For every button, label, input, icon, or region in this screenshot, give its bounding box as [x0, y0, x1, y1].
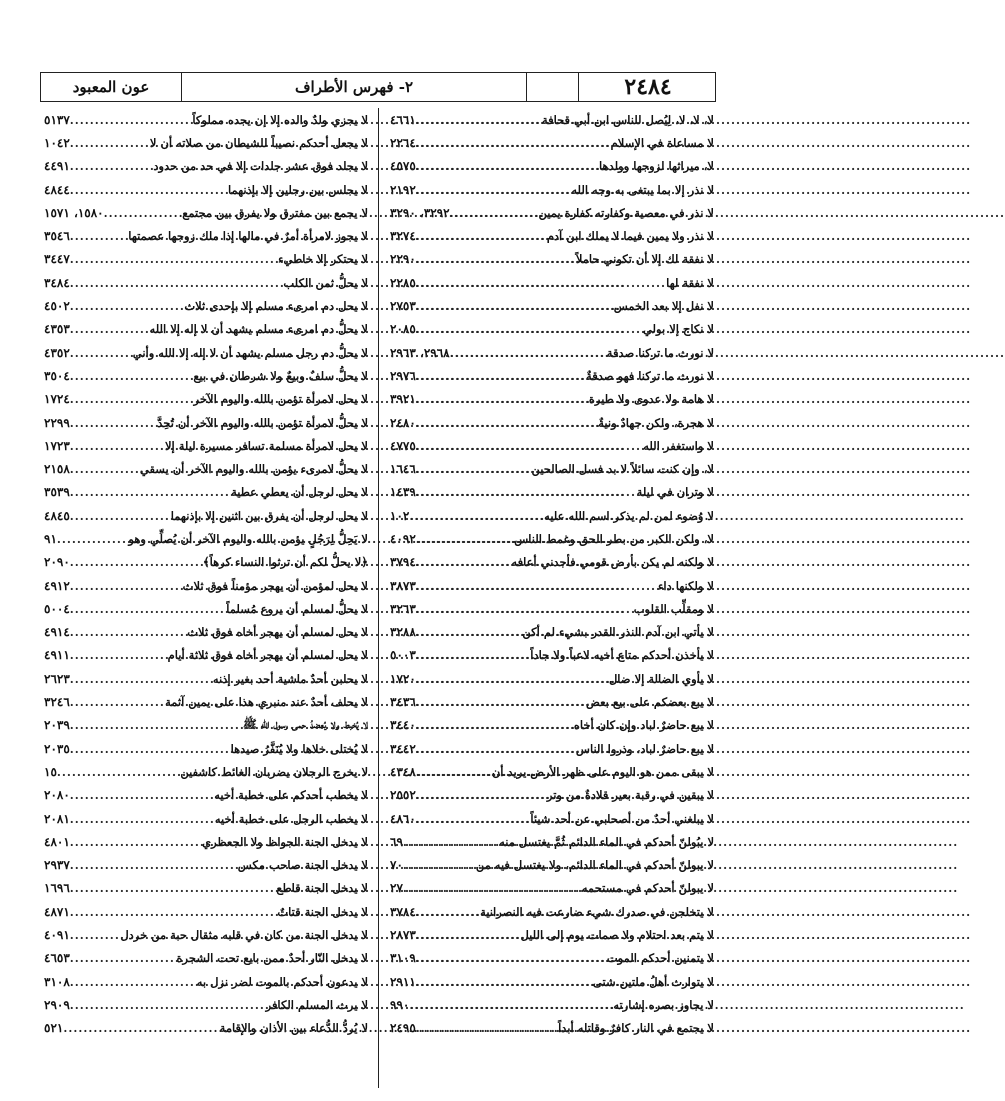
- index-entry: [40, 877, 378, 900]
- entry-number: ٢٩٣٧: [44, 858, 70, 873]
- index-entry: [40, 248, 378, 271]
- entry-text: لا يأوي الضالة إلا ضال: [608, 671, 714, 686]
- entry-text: لا يبع حاضرٌ لباد وإن كان أخاه: [573, 718, 714, 733]
- entry-text: لا يتوارث أهلُ ملتين شتى: [592, 974, 714, 989]
- entry-number: ٤٩١٢: [44, 578, 70, 593]
- entry-number: ٣٥٤٦: [44, 229, 70, 244]
- index-entry: [40, 947, 378, 970]
- entry-text: لا يُخبط ولا يُعضدُ حمى رسول الله ﷺ: [242, 716, 368, 731]
- index-entry: [40, 854, 378, 877]
- entry-number: ٢٠٨١: [44, 811, 70, 826]
- entry-number: ٢٠٨٠: [44, 788, 70, 803]
- entry-number: ٣١٠٩: [390, 951, 416, 966]
- entry-text: لا يُختلى خلاها ولا يُنَفَّرُ صيدها: [230, 741, 368, 756]
- entry-number: ٧٠: [390, 858, 403, 873]
- entry-text: لا نورث ما تركنا فهو صدقةٌ: [586, 368, 714, 383]
- index-entry: [40, 178, 378, 201]
- leader-dots: [70, 136, 150, 150]
- leader-dots: [70, 928, 121, 942]
- entry-text: لا يحلف أحدٌ عند منبري هذا على يمين آثمة: [165, 695, 368, 710]
- leader-dots: [57, 765, 180, 779]
- index-entry: [40, 388, 378, 411]
- entry-text: لا ومقلِّب القلوب: [633, 601, 714, 616]
- entry-text: لا يَحِلُّ لِرَجُلٍ يؤمن بالله واليوم الآخر أن يُصلِّي وهو: [128, 531, 368, 546]
- entry-number: ٣٨٧٣: [390, 578, 416, 593]
- entry-number: ٣٧٩٤: [390, 555, 416, 570]
- entry-text: لا نكاح إلا بولي: [642, 322, 714, 337]
- entry-number: ٩١: [44, 531, 57, 546]
- entry-text: لا يجلس بين رجلين إلا بإذنهما: [227, 182, 368, 197]
- leader-dots: [70, 229, 129, 243]
- entry-number: ٣٢٨٨: [390, 625, 416, 640]
- index-entry: [40, 457, 378, 480]
- entry-number: ٢٩١١: [390, 974, 416, 989]
- entry-text: لا يُردُّ الدُّعاء بين الأذان والإقامة: [219, 1021, 368, 1036]
- entry-text: لا يجمع بين مفترق ولا يفرق بين مجتمع: [182, 205, 368, 220]
- entry-text: لا يبع حاضرٌ لباد، وذروا الناس: [575, 741, 714, 756]
- entry-text: لا يرث المسلم الكافر: [265, 997, 368, 1012]
- entry-number: ٢١٩٢: [390, 182, 416, 197]
- entry-number: ٤٠٩١: [44, 928, 70, 943]
- entry-text: لا يتخلجن في صدرك شيء ضارعت فيه النصرانية: [480, 904, 714, 919]
- leader-dots: [70, 672, 213, 686]
- entry-text: لا، ولكن الكبر من بطر الحق وغمط الناس: [514, 531, 714, 546]
- entry-number: ٢٢٨٥: [390, 275, 416, 290]
- leader-dots: [70, 462, 140, 476]
- entry-number: ١٧٢٤: [44, 392, 70, 407]
- entry-number: ٢٧٥٣: [390, 299, 416, 314]
- entry-number: ٥٠٠٤: [44, 601, 70, 616]
- entry-text: لا يدخل الجنة من كان في قلبه مثقال حبة من خردل: [120, 928, 368, 943]
- index-entry: [40, 970, 378, 993]
- entry-text: لا يحلُّ سلفٌ وبيعٌ ولا شرطان في بيع: [193, 368, 368, 383]
- entry-number: ٤٨٤٤: [44, 182, 70, 197]
- entry-number: ١٧٢٣: [44, 438, 70, 453]
- leader-dots: [70, 346, 133, 360]
- leader-dots: [70, 555, 203, 569]
- entry-number: ٢٨٧٣: [390, 928, 416, 943]
- left-column: [40, 108, 378, 1088]
- entry-text: لا يأتي ابن آدم النذر القدر بشيء لم أكن: [522, 625, 714, 640]
- entry-text: لا هامة ولا عدوى ولا طيرة: [588, 392, 714, 407]
- index-entry: [40, 527, 378, 550]
- entry-text: ﴿لا يحلُّ لكم أن ترثوا النساء كرهاً﴾: [202, 555, 368, 570]
- entry-text: لا يحل دم امرىء مسلم إلا بإحدى ثلاث: [184, 299, 368, 314]
- entry-text: لا يبُولنّ أحدكم في الماء الدائم ثُمَّ يغتسل منه: [499, 834, 714, 849]
- index-entry: [40, 504, 378, 527]
- entry-text: لا نفقة لك إلا أن تكوني حاملاً: [575, 252, 714, 267]
- entry-text: لا، ميراثها لزوجها وولدها: [599, 159, 714, 174]
- leader-dots: [57, 532, 129, 546]
- entry-number: ٢٩٠٩: [44, 997, 70, 1012]
- entry-number: ٢٢٩٩: [44, 415, 70, 430]
- index-entry: [40, 667, 378, 690]
- leader-dots: [70, 252, 278, 266]
- index-entry: [40, 784, 378, 807]
- entry-number: ٤٦٦١: [390, 112, 416, 127]
- leader-dots: [70, 509, 171, 523]
- entry-number: ١٠٢: [390, 508, 410, 523]
- entry-text: لا واستغفر الله: [643, 438, 714, 453]
- leader-dots: [70, 485, 231, 499]
- entry-number: ٩٩٠: [390, 997, 410, 1012]
- entry-number: ٢٠٩٠: [44, 555, 70, 570]
- index-entry: [40, 201, 378, 224]
- entry-text: لا، لا، لا، لِيُصل للناس ابن أبي قحافة: [541, 112, 714, 127]
- entry-text: لا يحلُّ لمسلم أن يروع مُسلماً: [226, 601, 368, 616]
- entry-number: ٣٤٣٦: [390, 695, 416, 710]
- leader-dots: [70, 276, 284, 290]
- index-page: [40, 72, 716, 102]
- entry-number: ٤٥٠٢: [44, 299, 70, 314]
- entry-number: ٣٢٩٢، ٣٢٩٠: [390, 205, 450, 220]
- entry-text: لا يتم بعد احتلام ولا صمات يوم إلى الليل: [520, 928, 714, 943]
- leader-dots: [70, 718, 243, 732]
- leader-dots: [70, 742, 231, 756]
- index-entry: [40, 923, 378, 946]
- entry-text: لا يجزي ولدٌ والده إلا إن يجده مملوكاً: [192, 112, 368, 127]
- index-entry: [40, 597, 378, 620]
- entry-text: لا يحل لامرأة تؤمن بالله واليوم الآخر: [193, 392, 368, 407]
- entry-text: لا يبقين في رقبة بعير قلادةٌ من وتر: [546, 788, 714, 803]
- entry-number: ٤٩١٤: [44, 625, 70, 640]
- entry-text: لا يأخذن أحدكم متاع أخيه لاعباً ولا جاداً: [530, 648, 714, 663]
- entry-text: لا يدخل الجنة قاطع: [276, 881, 368, 896]
- leader-dots: [70, 625, 187, 639]
- entry-text: لا مساعاة في الإسلام: [610, 135, 714, 150]
- entry-number: ٣٢٦٣: [390, 601, 416, 616]
- entry-number: ١٠٤٢: [44, 135, 70, 150]
- entry-number: ٣٢٧٤: [390, 229, 416, 244]
- entry-text: لا يخرج الرجلان يضربان الغائط كاشفين: [180, 764, 368, 779]
- index-entry: [40, 411, 378, 434]
- index-entry: [40, 993, 378, 1016]
- entry-number: ٣٤٤٠: [390, 718, 416, 733]
- entry-number: ٤٨٠١: [44, 834, 70, 849]
- entry-number: ٤٤٩١: [44, 159, 70, 174]
- leader-dots: [70, 695, 165, 709]
- entry-number: ١٥٨٠، ١٥٧١: [44, 205, 104, 220]
- entry-text: لا يدخل الجنة الجواظ ولا الجعظري: [202, 834, 368, 849]
- entry-text: لا نفقة لها: [666, 275, 714, 290]
- entry-text: لا يبولنّ أحدكم في مستحمه: [581, 881, 714, 896]
- entry-number: ٢٠٨٥: [390, 322, 416, 337]
- entry-number: ٣١٠٨: [44, 974, 70, 989]
- entry-number: ٢٥٥٢: [390, 788, 416, 803]
- index-entry: [40, 830, 378, 853]
- leader-dots: [70, 299, 185, 313]
- section-title: ٢- فهرس الأطراف: [181, 73, 526, 101]
- index-entry: [40, 294, 378, 317]
- entry-number: ٣٢٤٦: [44, 695, 70, 710]
- entry-number: ٤٨٤٥: [44, 508, 70, 523]
- entry-number: ٢٦٢٣: [44, 671, 70, 686]
- entry-number: ١٥: [44, 764, 57, 779]
- entry-text: لا نذر ولا يمين فيما لا يملك ابن آدم: [546, 229, 714, 244]
- entry-text: لا يتمنين أحدكم الموت: [606, 951, 714, 966]
- entry-number: ٢٩٦٨، ٢٩٦٣: [390, 345, 450, 360]
- entry-text: لا يحل لمسلم أن يهجر أخاه فوق ثلاثة أيام: [167, 648, 368, 663]
- leader-dots: [70, 788, 214, 802]
- entry-text: لا يبع بعضكم على بيع بعض: [586, 695, 714, 710]
- leader-dots: [70, 322, 150, 336]
- entry-number: ٤٧٧٥: [390, 438, 416, 453]
- entry-text: لا نفل إلا بعد الخمس: [613, 299, 714, 314]
- entry-number: ٢٠٣٩: [44, 718, 70, 733]
- leader-dots: [70, 835, 202, 849]
- entry-text: لا يجتمع في النار كافرٌ وقاتله أبداً: [558, 1021, 714, 1036]
- entry-number: ٢٩٧٦: [390, 368, 416, 383]
- entry-text: لا يحل لمؤمن أن يهجر مؤمناً فوق ثلاث: [182, 578, 368, 593]
- entry-number: ١٦٩٦: [44, 881, 70, 896]
- index-entry: [40, 155, 378, 178]
- entry-text: لا يدعون أحدكم بالموت لضر نزل به: [196, 974, 368, 989]
- entry-text: لا يدخل النّار أحدٌ ممن بايع تحت الشجرة: [176, 951, 368, 966]
- leader-dots: [70, 602, 226, 616]
- entry-number: ٣٤٨٤: [44, 275, 70, 290]
- leader-dots: [70, 416, 157, 430]
- index-entry: [40, 108, 378, 131]
- entry-number: ٤٨٧١: [44, 904, 70, 919]
- entry-number: ٣٩٢١: [390, 392, 416, 407]
- leader-dots: [70, 858, 238, 872]
- entry-number: ٤٥٧٥: [390, 159, 416, 174]
- entry-number: ٢٤٨٠: [390, 415, 416, 430]
- index-entry: [40, 690, 378, 713]
- index-entry: [40, 1017, 378, 1040]
- index-entry: [40, 737, 378, 760]
- entry-number: ٢٧: [390, 881, 403, 896]
- index-entry: [40, 224, 378, 247]
- entry-text: لا يخطب الرجل على خطبة أخيه: [214, 811, 368, 826]
- entry-text: لا يجوز لامرأة أمرٌ في مالها إذا ملك زوجها عصمتها: [128, 229, 368, 244]
- entry-number: ٢١٥٨: [44, 462, 70, 477]
- entry-text: لا يبولنّ أحدكم في الماء الدائم، ولا يغتسل فيه من: [475, 858, 714, 873]
- index-entry: [40, 760, 378, 783]
- header-spacer: [526, 73, 578, 101]
- entry-text: لا يجعل أحدكم نصيباً للشيطان من صلاته أن لا: [149, 135, 368, 150]
- leader-dots: [63, 1021, 219, 1035]
- leader-dots: [70, 881, 277, 895]
- entry-text: لا هجرة، ولكن جهادٌ ونيةٌ: [598, 415, 714, 430]
- entry-text: لا يبقى ممن هو اليوم على ظهر الأرض يريد أن: [491, 764, 714, 779]
- entry-text: لا يجلد فوق عشر جلدات إلا في حد من حدود: [153, 159, 368, 174]
- entry-number: ٣٥٠٤: [44, 368, 70, 383]
- leader-dots: [70, 369, 194, 383]
- entry-number: ٢٤٩٥: [390, 1021, 416, 1036]
- entry-number: ٤٣٥٣: [44, 322, 70, 337]
- entry-number: ١٦٤٦: [390, 462, 416, 477]
- index-entry: [40, 714, 378, 737]
- entry-number: ٤٦٥٣: [44, 951, 70, 966]
- entry-text: لا نذر إلا بما يبتغى به وجه الله: [571, 182, 714, 197]
- leader-dots: [70, 951, 177, 965]
- page-number: ٢٤٨٤: [578, 73, 715, 101]
- leader-dots: [70, 812, 215, 826]
- entry-text: لا يحلُّ دم امرىء مسلم يشهد أن لا إله إلا الله: [149, 322, 368, 337]
- entry-text: لا ولكنها داء: [658, 578, 714, 593]
- entry-number: ٦٩: [390, 834, 403, 849]
- entry-text: لا، وإن كنت سائلاً لا بد فسل الصالحين: [531, 462, 714, 477]
- leader-dots: [70, 183, 228, 197]
- leader-dots: [70, 579, 183, 593]
- entry-number: ٢٠٣٥: [44, 741, 70, 756]
- entry-number: ٥٢١: [44, 1021, 64, 1036]
- leader-dots: [70, 998, 266, 1012]
- index-entry: [40, 318, 378, 341]
- index-entry: [40, 551, 378, 574]
- entry-text: لا يحتكر إلا خاطيء: [278, 252, 368, 267]
- entry-text: لا يجاوز بصره إشارته: [613, 997, 714, 1012]
- index-entry: [40, 481, 378, 504]
- entry-text: لا يبلغني أحدٌ من أصحابي عن أحد شيئاً: [530, 811, 714, 826]
- entry-number: ١٧٢٠: [390, 671, 416, 686]
- entry-number: ٤٣٥٢: [44, 345, 70, 360]
- entry-number: ٥٠٠٣: [390, 648, 416, 663]
- entry-number: ١٤٣٩: [390, 485, 416, 500]
- entry-text: لا يحل لامرأة مسلمة تسافر مسيرة ليلة إلا: [164, 438, 368, 453]
- book-title: عون المعبود: [72, 78, 150, 96]
- entry-number: ٤٩١١: [44, 648, 70, 663]
- leader-dots: [70, 975, 197, 989]
- entry-number: ٣٤٤٢: [390, 741, 416, 756]
- page-header: [40, 72, 716, 102]
- leader-dots: [70, 113, 193, 127]
- index-entry: [40, 341, 378, 364]
- entry-number: ٣٧٨٤: [390, 904, 416, 919]
- index-entry: [40, 574, 378, 597]
- leader-dots: [70, 648, 168, 662]
- entry-number: ٣٥٣٩: [44, 485, 70, 500]
- index-entry: [40, 644, 378, 667]
- entry-number: ٥١٣٧: [44, 112, 70, 127]
- entry-text: لا وتران في ليلة: [636, 485, 714, 500]
- entry-text: لا يحل لمسلم أن يهجر أخاه فوق ثلاث: [187, 625, 368, 640]
- entry-text: لا يحلُّ ثمن الكلب: [283, 275, 368, 290]
- column-divider: [378, 108, 379, 1088]
- entry-text: لا يحلُّ لامرىء يؤمن بالله واليوم الآخر أن يسقي: [139, 462, 368, 477]
- entry-number: ٢٢٩٠: [390, 252, 416, 267]
- index-entry: [40, 271, 378, 294]
- entry-number: ٤٠٩٢: [390, 531, 416, 546]
- index-entry: [40, 364, 378, 387]
- entry-text: لا ولكنه لم يكن بأرض قومي فأجدني أعافه: [511, 555, 714, 570]
- index-entry: [40, 900, 378, 923]
- entry-text: لا نذر في معصية وكفارته كفارة يمين: [538, 205, 714, 220]
- entry-text: لا يحل لرجل أن يفرق بين اثنين إلا بإذنهما: [170, 508, 368, 523]
- entry-text: لا يخطب أحدكم على خطبة أخيه: [214, 788, 368, 803]
- entry-text: لا يدخل الجنة صاحب مكس: [237, 858, 368, 873]
- index-entry: [40, 621, 378, 644]
- entry-number: ٢٢٦٤: [390, 135, 416, 150]
- leader-dots: [70, 392, 194, 406]
- entry-text: لا يحلبن أحدٌ ماشية أحد بغير إذنه: [212, 671, 368, 686]
- entry-number: ٤٣٤٨: [390, 764, 416, 779]
- entry-text: لا يحل لرجل أن يعطي عطية: [231, 485, 368, 500]
- entry-text: لا يدخل الجنة قتاتٌ: [277, 904, 368, 919]
- leader-dots: [70, 439, 165, 453]
- entry-text: لا نورث ما تركنا صدقة: [606, 345, 714, 360]
- leader-dots: [104, 206, 183, 220]
- leader-dots: [70, 159, 154, 173]
- entry-number: ٤٨٦٠: [390, 811, 416, 826]
- leader-dots: [70, 905, 278, 919]
- entry-number: ٣٤٤٧: [44, 252, 70, 267]
- index-entry: [40, 131, 378, 154]
- index-entry: [40, 807, 378, 830]
- entry-text: لا يحلُّ دم رجل مسلم يشهد أن لا إله إلا الله وأني: [132, 345, 368, 360]
- entry-text: لا وُضوء لمن لم يذكر اسم الله عليه: [544, 508, 714, 523]
- entry-text: لا يحلُّ لامرأة تؤمن بالله واليوم الآخر أن تُحِدَّ: [157, 415, 368, 430]
- index-entry: [40, 434, 378, 457]
